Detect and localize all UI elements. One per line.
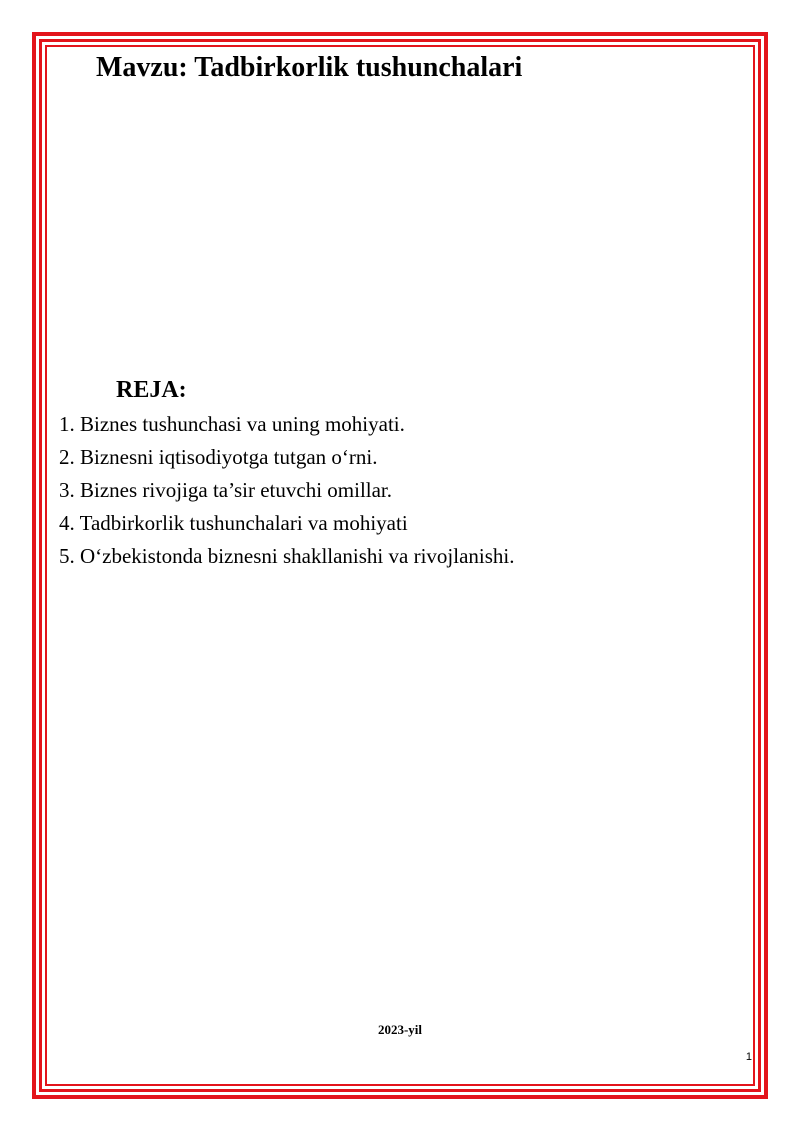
plan-item: 5. O‘zbekistonda biznesni shakllanishi va rivojlanishi. bbox=[59, 544, 515, 568]
plan-item: 3. Biznes rivojiga ta’sir etuvchi omillar. bbox=[59, 478, 393, 502]
document-title: Mavzu: Tadbirkorlik tushunchalari bbox=[96, 52, 523, 83]
plan-list bbox=[59, 408, 515, 573]
plan-item: 4. Tadbirkorlik tushunchalari va mohiyati bbox=[59, 511, 408, 535]
plan-heading: REJA: bbox=[116, 377, 187, 403]
plan-item: 1. Biznes tushunchasi va uning mohiyati. bbox=[59, 412, 405, 436]
document-year: 2023-yil bbox=[377, 1022, 423, 1037]
page-number: 1 bbox=[745, 1051, 752, 1063]
plan-item: 2. Biznesni iqtisodiyotga tutgan o‘rni. bbox=[59, 445, 378, 469]
